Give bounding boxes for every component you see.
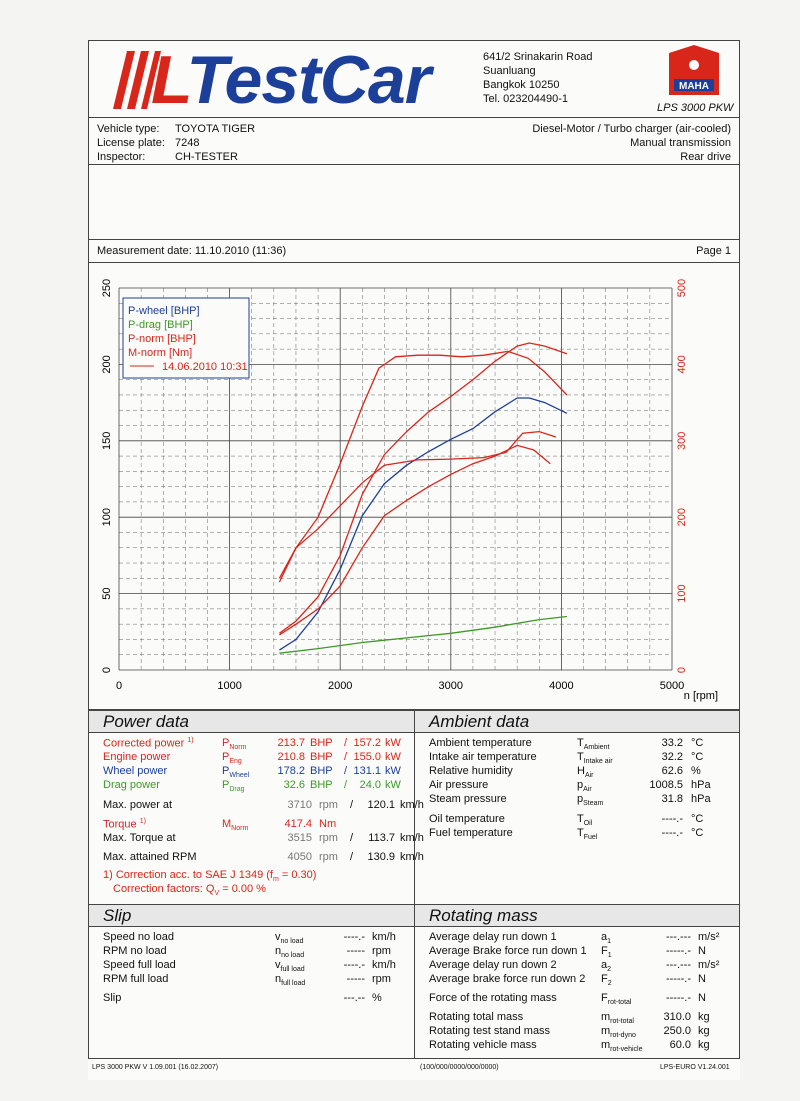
- footer-code: (100/000/0000/000/0000): [420, 1064, 499, 1071]
- address-line: 641/2 Srinakarin Road: [483, 51, 593, 63]
- power-row-value-kw: 155.0: [353, 751, 381, 763]
- rpm-unit: rpm: [319, 799, 338, 811]
- rotating-mass-row-unit: N: [698, 973, 706, 985]
- rotating-mass-row-value: 250.0: [663, 1025, 691, 1037]
- x-tick: 0: [115, 680, 123, 692]
- rotating-mass-row-label: Rotating vehicle mass: [429, 1039, 537, 1051]
- rotating-mass-row-unit: m/s²: [698, 959, 720, 971]
- power-row-value-bhp: 32.6: [283, 779, 305, 791]
- power-row-value-bhp: 210.8: [277, 751, 305, 763]
- slip-row-label: RPM full load: [103, 973, 169, 985]
- power-row-unit-bhp: BHP: [310, 737, 333, 749]
- page-number: Page 1: [696, 245, 731, 257]
- power-data-title: Power data: [89, 711, 414, 733]
- ambient-data-title: Ambient data: [415, 711, 739, 733]
- slip-row-label: RPM no load: [103, 945, 167, 957]
- correction-factors: Correction factors: $Q_V = 0.00$ %: [113, 883, 266, 898]
- footer-version: LPS 3000 PKW V 1.09.001 (16.02.2007): [92, 1064, 219, 1071]
- rotating-mass-row-value: ---.---: [665, 959, 691, 971]
- legend-entry: M-norm [Nm]: [128, 347, 193, 359]
- ambient-row-label: Fuel temperature: [429, 827, 513, 839]
- series-line-5: [279, 432, 556, 579]
- power-row-symbol: $P_{Eng}$: [222, 751, 242, 766]
- rotating-mass-row-unit: kg: [698, 1025, 710, 1037]
- power-row-symbol: $P_{Norm}$: [222, 737, 247, 752]
- slip-row-unit: km/h: [372, 931, 396, 943]
- ambient-row-label: Oil temperature: [429, 813, 505, 825]
- license-plate-value: 7248: [175, 137, 200, 149]
- measurement-row: [88, 239, 740, 263]
- rotating-mass-row-value: -----.-: [665, 973, 691, 985]
- slip-title: Slip: [89, 905, 414, 927]
- max-torque-label: Max. Torque at: [103, 832, 176, 844]
- power-row-unit-kw: kW: [385, 779, 401, 791]
- y-tick-left: 50: [101, 587, 113, 600]
- max-power-label: Max. power at: [103, 799, 173, 811]
- y-tick-left: 0: [101, 666, 113, 674]
- ambient-row-unit: hPa: [691, 779, 711, 791]
- ambient-row-value: 1008.5: [649, 779, 683, 791]
- x-tick: 2000: [327, 680, 353, 692]
- address-line: Tel. 023204490-1: [483, 93, 569, 105]
- rotating-mass-row-unit: N: [698, 945, 706, 957]
- series-line-1: [279, 617, 567, 654]
- power-row-label: Wheel power: [103, 765, 168, 777]
- ambient-row-symbol: $T_{Ambient}$: [577, 737, 610, 752]
- torque-label: Torque $^{1)}$: [103, 818, 146, 831]
- power-data-box: Power data Max. power at 3710 rpm / 120.1 km/h Torque $^{1)}$ $M_{Norm}$ 417.4 Nm Max. Torque at 3515 rpm / 113.7 km/h Max. attained RPM 4050 rpm / 130.9 km/h 1) Correction acc. to SAE J 1349 $(f_m = 0.30)$ Correction factors: $Q_V = 0.00$ % Corrected power $^{1)}$ $P_{Norm}$ 213.7 BHP / 157.2 kW Engine power $P_{Eng}$ 210.8 BHP / 155.0 kW Wheel power $P_{Wheel}$ 178.2 BHP / 131.1 kW Drag power $P_{Drag}$ 32.6 BHP / 24.0 kW: [88, 710, 415, 905]
- y-tick-right: 300: [676, 431, 688, 450]
- notes-box: [88, 164, 740, 240]
- ambient-row-label: Relative humidity: [429, 765, 513, 777]
- rotating-mass-row-unit: kg: [698, 1011, 710, 1023]
- rotating-mass-row-symbol: $m_{rot-total}$: [601, 1011, 634, 1026]
- vehicle-type-value: TOYOTA TIGER: [175, 123, 256, 135]
- ambient-row-label: Ambient temperature: [429, 737, 532, 749]
- rotating-mass-row-symbol: $a_2$: [601, 959, 612, 974]
- inspector-value: CH-TESTER: [175, 151, 238, 163]
- ambient-row-value: 31.8: [661, 793, 683, 805]
- y-tick-right: 100: [676, 584, 688, 603]
- slip-row-unit: rpm: [372, 973, 391, 985]
- y-tick-left: 200: [101, 355, 113, 374]
- power-row-value-bhp: 213.7: [277, 737, 305, 749]
- torque-unit: Nm: [319, 818, 337, 830]
- slip-box: [88, 904, 415, 1059]
- power-row-unit-kw: kW: [385, 737, 401, 749]
- rotating-mass-row-symbol: $F_{rot-total}$: [601, 992, 632, 1007]
- rotating-mass-row-label: Rotating test stand mass: [429, 1025, 551, 1037]
- ambient-row-value: ----.-: [661, 813, 683, 825]
- ambient-data-box: [414, 710, 740, 905]
- rotating-mass-row-label: Average delay run down 2: [429, 959, 557, 971]
- power-row-unit-bhp: BHP: [310, 779, 333, 791]
- rotating-mass-row-symbol: $F_1$: [601, 945, 612, 960]
- seal-brand: MAHA: [679, 81, 709, 92]
- ambient-row-value: 32.2: [661, 751, 683, 763]
- speed-unit: km/h: [400, 832, 424, 844]
- rotating-mass-row-symbol: $m_{rot-dyno}$: [601, 1025, 636, 1040]
- slip-row-unit: km/h: [372, 959, 396, 971]
- footer-euro-version: LPS-EURO V1.24.001: [660, 1064, 730, 1071]
- power-row-symbol: $P_{Drag}$: [222, 779, 245, 794]
- y-tick-left: 150: [101, 431, 113, 450]
- max-torque-rpm: 3515: [287, 832, 312, 844]
- address-line: Bangkok 10250: [483, 79, 560, 91]
- legend-entry: P-norm [BHP]: [128, 333, 196, 345]
- rotating-mass-row-unit: N: [698, 992, 706, 1004]
- slip-row-symbol: $n_{full load}$: [275, 973, 306, 988]
- rotating-mass-row-value: -----.-: [665, 992, 691, 1004]
- series-line-2: [279, 343, 567, 633]
- rotating-mass-row-unit: m/s²: [698, 931, 720, 943]
- license-plate-label: License plate:: [97, 137, 165, 149]
- rotating-mass-row-label: Average Brake force run down 1: [429, 945, 587, 957]
- rpm-unit: rpm: [319, 832, 338, 844]
- ambient-row-symbol: $H_{Air}$: [577, 765, 594, 780]
- power-row-value-bhp: 178.2: [277, 765, 305, 777]
- logo-text: LTestCar: [151, 42, 431, 118]
- rotating-mass-row-value: ---.---: [665, 931, 691, 943]
- legend-entry: 14.06.2010 10:31: [162, 361, 248, 373]
- slip-row-value: ----.-: [343, 959, 365, 971]
- ambient-row-unit: °C: [691, 751, 704, 763]
- ambient-row-label: Air pressure: [429, 779, 489, 791]
- rotating-mass-row-label: Average brake force run down 2: [429, 973, 586, 985]
- slip-row-symbol: $v_{no load}$: [275, 931, 304, 946]
- power-chart: [88, 262, 740, 710]
- max-torque-speed: 113.7: [368, 832, 395, 844]
- power-row-label: Drag power: [103, 779, 160, 791]
- ambient-row-unit: °C: [691, 813, 704, 825]
- ambient-row-value: 62.6: [661, 765, 683, 777]
- ambient-row-unit: °C: [691, 737, 704, 749]
- series-line-3: [279, 351, 567, 582]
- ambient-row-label: Intake air temperature: [429, 751, 537, 763]
- rotating-mass-row-label: Rotating total mass: [429, 1011, 524, 1023]
- max-rpm-value: 4050: [287, 851, 312, 863]
- vehicle-info-box: [88, 117, 740, 165]
- ambient-row-value: 33.2: [661, 737, 683, 749]
- rotating-mass-title: Rotating mass: [415, 905, 739, 927]
- speed-unit: km/h: [400, 851, 424, 863]
- power-row-label: Engine power: [103, 751, 171, 763]
- series-line-4: [279, 445, 550, 635]
- slip-row-unit: rpm: [372, 945, 391, 957]
- slip-row-value: -----: [346, 945, 365, 957]
- rotating-mass-row-symbol: $F_2$: [601, 973, 612, 988]
- power-row-value-kw: 24.0: [359, 779, 381, 791]
- power-row-sep: /: [344, 737, 348, 749]
- slip-row-label: Speed full load: [103, 959, 176, 971]
- slip-row-unit: %: [372, 992, 382, 1004]
- rpm-unit: rpm: [319, 851, 338, 863]
- y-tick-right: 200: [676, 508, 688, 527]
- slip-row-symbol: $n_{no load}$: [275, 945, 305, 960]
- power-row-unit-kw: kW: [385, 751, 401, 763]
- rotating-mass-row-label: Average delay run down 1: [429, 931, 557, 943]
- address-block: [483, 50, 592, 106]
- rotating-mass-row-symbol: $a_1$: [601, 931, 612, 946]
- rotating-mass-row-label: Force of the rotating mass: [429, 992, 557, 1004]
- correction-note: 1) Correction acc. to SAE J 1349 $(f_m = 0.30)$: [103, 869, 317, 884]
- max-power-rpm: 3710: [287, 799, 312, 811]
- ambient-row-unit: hPa: [691, 793, 711, 805]
- slip-row-label: Slip: [103, 992, 122, 1004]
- vehicle-type-label: Vehicle type:: [97, 123, 160, 135]
- drive-type: Rear drive: [680, 151, 731, 163]
- x-tick: 3000: [438, 680, 464, 692]
- y-tick-right: 400: [676, 355, 688, 374]
- power-row-symbol: $P_{Wheel}$: [222, 765, 250, 780]
- slip-row-symbol: $v_{full load}$: [275, 959, 305, 974]
- legend-entry: P-wheel [BHP]: [128, 305, 200, 317]
- ambient-row-value: ----.-: [661, 827, 683, 839]
- maha-seal-icon: [664, 43, 724, 99]
- x-axis-label: n [rpm]: [683, 690, 718, 702]
- x-tick: 5000: [659, 680, 685, 692]
- max-rpm-speed: 130.9: [367, 851, 395, 863]
- max-power-speed: 120.1: [367, 799, 395, 811]
- power-row-label: Corrected power $^{1)}$: [103, 737, 194, 750]
- rotating-mass-row-symbol: $m_{rot-vehicle}$: [601, 1039, 643, 1054]
- x-tick: 1000: [217, 680, 242, 692]
- torque-value: 417.4: [284, 818, 312, 830]
- y-tick-left: 100: [101, 508, 114, 527]
- rotating-mass-row-value: 60.0: [669, 1039, 691, 1051]
- ambient-row-label: Steam pressure: [429, 793, 507, 805]
- power-row-unit-kw: kW: [385, 765, 401, 777]
- ambient-row-symbol: $p_{Steam}$: [577, 793, 604, 808]
- ambient-row-symbol: $T_{Fuel}$: [577, 827, 598, 842]
- slip-row-label: Speed no load: [103, 931, 174, 943]
- y-tick-left: 250: [101, 278, 113, 298]
- rotating-mass-row-unit: kg: [698, 1039, 710, 1051]
- power-row-sep: /: [344, 779, 348, 791]
- chart-legend: [123, 298, 249, 378]
- measurement-date: Measurement date: 11.10.2010 (11:36): [97, 245, 287, 257]
- transmission-type: Manual transmission: [630, 137, 731, 149]
- ambient-row-symbol: $p_{Air}$: [577, 779, 592, 794]
- max-rpm-label: Max. attained RPM: [103, 851, 197, 863]
- power-row-value-kw: 131.1: [353, 765, 381, 777]
- ambient-row-unit: %: [691, 765, 701, 777]
- speed-unit: km/h: [400, 799, 424, 811]
- power-row-value-kw: 157.2: [353, 737, 381, 749]
- slip-row-value: -----: [346, 973, 365, 985]
- slip-row-value: ---.--: [343, 992, 365, 1004]
- ambient-row-symbol: $T_{Intake air}$: [577, 751, 613, 766]
- x-tick: 4000: [549, 680, 574, 692]
- power-row-sep: /: [344, 765, 348, 777]
- engine-type: Diesel-Motor / Turbo charger (air-cooled): [532, 123, 731, 135]
- torque-symbol: $M_{Norm}$: [222, 818, 249, 833]
- model-label: LPS 3000 PKW: [657, 102, 734, 114]
- power-row-unit-bhp: BHP: [310, 751, 333, 763]
- header-box: [88, 40, 740, 118]
- rotating-mass-row-value: 310.0: [663, 1011, 691, 1023]
- rotating-mass-row-value: -----.-: [665, 945, 691, 957]
- address-line: Suanluang: [483, 65, 536, 77]
- power-row-unit-bhp: BHP: [310, 765, 333, 777]
- rotating-mass-box: [414, 904, 740, 1059]
- legend-entry: P-drag [BHP]: [128, 319, 193, 331]
- ambient-row-symbol: $T_{Oil}$: [577, 813, 593, 828]
- power-row-sep: /: [344, 751, 348, 763]
- y-tick-right: 500: [676, 278, 688, 298]
- y-tick-right: 0: [676, 666, 688, 674]
- slip-row-value: ----.-: [343, 931, 365, 943]
- ambient-row-unit: °C: [691, 827, 704, 839]
- inspector-label: Inspector:: [97, 151, 146, 163]
